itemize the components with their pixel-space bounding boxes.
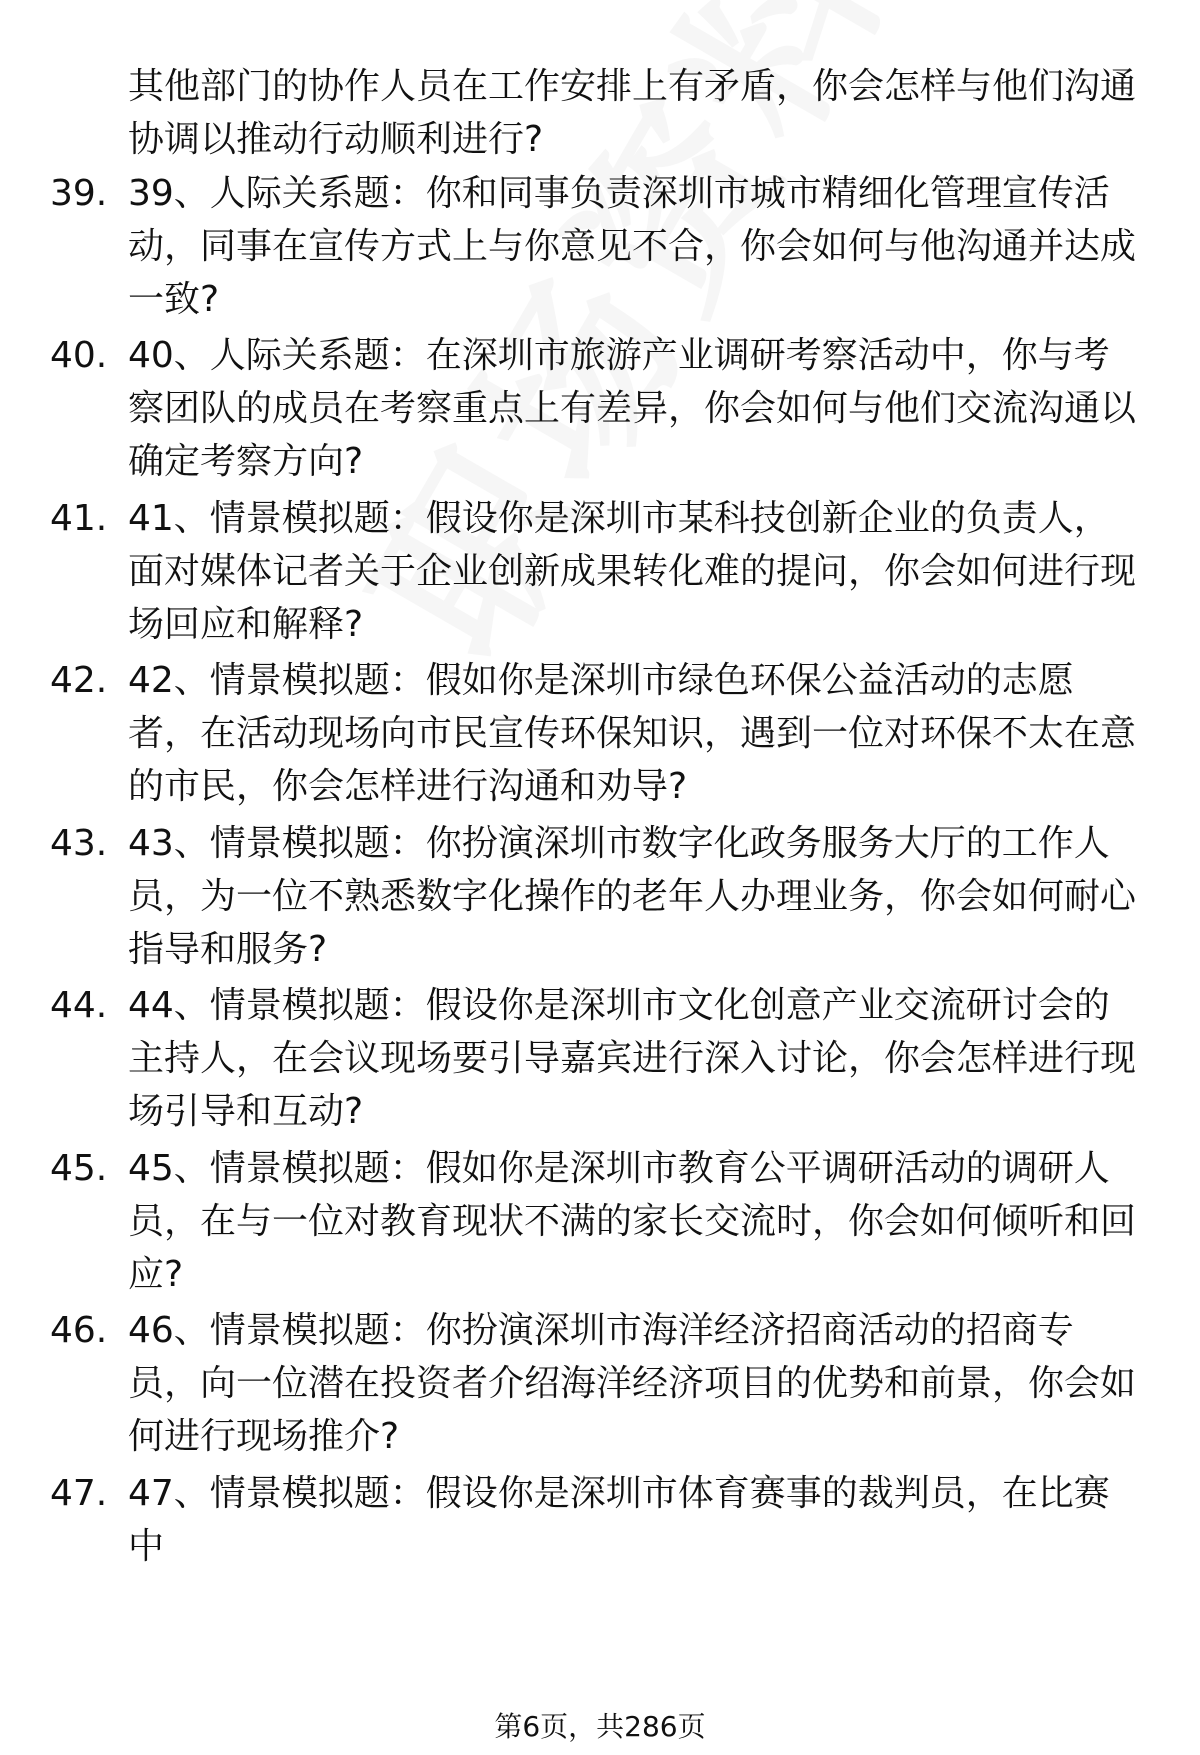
question-text: 43、情景模拟题：你扮演深圳市数字化政务服务大厅的工作人员，为一位不熟悉数字化操作的老年人办理业务，你会如何耐心指导和服务? [128, 823, 1137, 970]
continued-question-text: 其他部门的协作人员在工作安排上有矛盾，你会怎样与他们沟通协调以推动行动顺利进行? [128, 66, 1137, 160]
question-number: 46. [50, 1310, 108, 1351]
question-number: 47. [50, 1473, 108, 1514]
question-number: 39. [50, 173, 108, 214]
page-footer: 第6页，共286页 [494, 1710, 706, 1743]
question-number: 45. [50, 1148, 108, 1189]
question-number: 40. [50, 335, 108, 376]
question-number: 41. [50, 498, 108, 539]
question-text: 41、情景模拟题：假设你是深圳市某科技创新企业的负责人，面对媒体记者关于企业创新成果转化难的提问，你会如何进行现场回应和解释? [128, 498, 1137, 645]
question-number: 44. [50, 985, 108, 1026]
question-text: 40、人际关系题：在深圳市旅游产业调研考察活动中，你与考察团队的成员在考察重点上有差异，你会如何与他们交流沟通以确定考察方向? [128, 335, 1137, 482]
question-text: 47、情景模拟题：假设你是深圳市体育赛事的裁判员，在比赛中 [128, 1473, 1110, 1567]
question-number: 43. [50, 823, 108, 864]
question-text: 46、情景模拟题：你扮演深圳市海洋经济招商活动的招商专员，向一位潜在投资者介绍海洋经济项目的优势和前景，你会如何进行现场推介? [128, 1310, 1137, 1457]
question-text: 39、人际关系题：你和同事负责深圳市城市精细化管理宣传活动，同事在宣传方式上与你意见不合，你会如何与他沟通并达成一致? [128, 173, 1137, 320]
question-number: 42. [50, 660, 108, 701]
question-text: 42、情景模拟题：假如你是深圳市绿色环保公益活动的志愿者，在活动现场向市民宣传环保知识，遇到一位对环保不太在意的市民，你会怎样进行沟通和劝导? [128, 660, 1137, 807]
question-text: 44、情景模拟题：假设你是深圳市文化创意产业交流研讨会的主持人，在会议现场要引导嘉宾进行深入讨论，你会怎样进行现场引导和互动? [128, 985, 1137, 1132]
question-text: 45、情景模拟题：假如你是深圳市教育公平调研活动的调研人员，在与一位对教育现状不满的家长交流时，你会如何倾听和回应? [128, 1148, 1137, 1295]
